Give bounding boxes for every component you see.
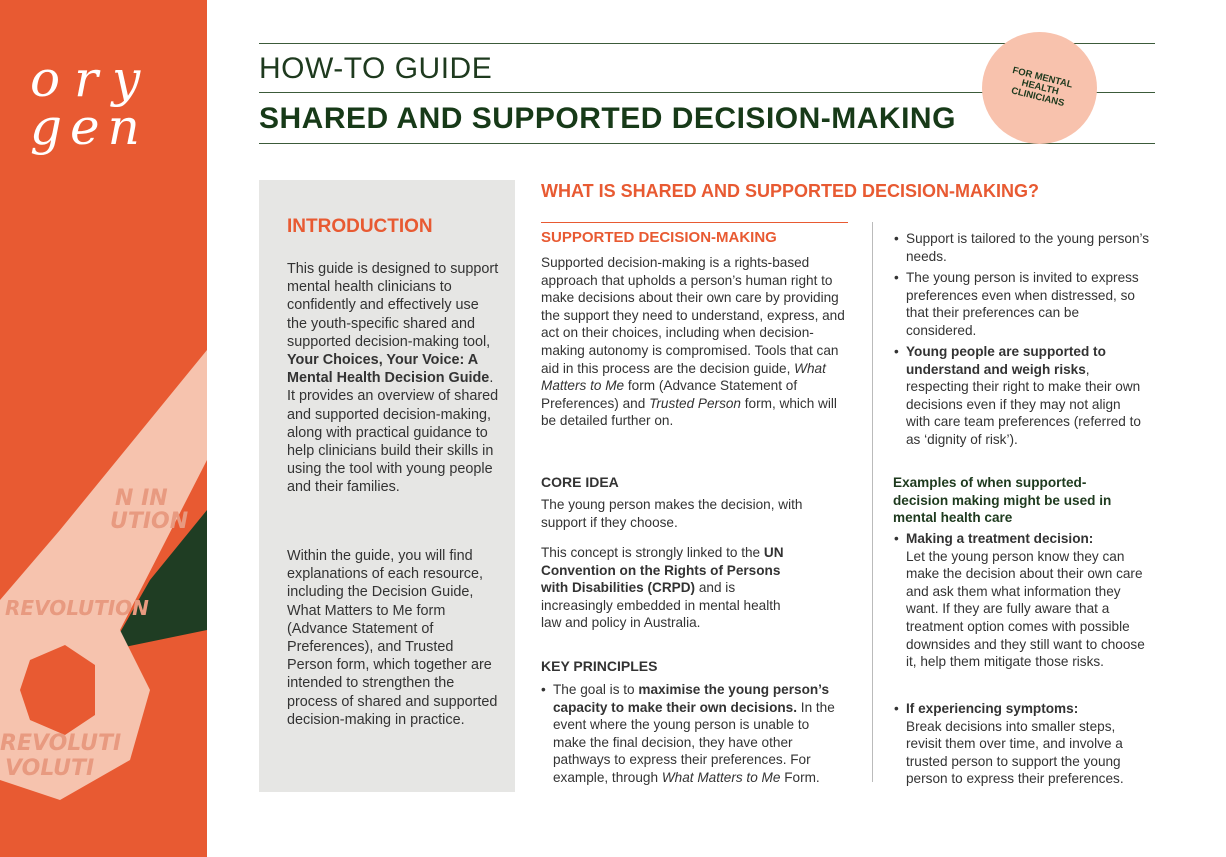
core-idea-paragraph: The young person makes the decision, with support if they choose.: [541, 497, 803, 530]
key-principles-heading: KEY PRINCIPLES: [541, 658, 658, 674]
orygen-logo: [30, 50, 155, 156]
introduction-heading: INTRODUCTION: [287, 216, 433, 237]
principle-bullet-1: • The goal is to maximise the young person’s capacity to make their own decisions. In the event where the young person is unable to make the final decision, they have other pathways to express their preferences. For example, through What Matters to Me Form.: [541, 681, 841, 787]
logo-line-1: ory: [30, 50, 155, 108]
decorative-illustration: [0, 330, 207, 857]
guide-kicker: HOW-TO GUIDE: [259, 52, 493, 85]
logo-line-2: gen: [30, 98, 148, 156]
crpd-paragraph: This concept is strongly linked to the UN Convention on the Rights of Persons with Disabilities (CRPD) and is increasingly embedded in mental health law and policy in Australia.: [541, 545, 784, 631]
deco-word-2: UTION: [110, 509, 189, 534]
example-treatment-decision: • Making a treatment decision: Let the young person know they can make the decision about their own care and ask them what information they want. If they are fully aware that a treatment option comes with possible downsides and they still want to choose it, help them mitigate those risks.: [894, 530, 1146, 671]
sdm-paragraph: Supported decision-making is a rights-based approach that upholds a person’s human right to make decisions about their own care by providing the support they need to understand, express, and act on their choices, including when decision-making autonomy is compromised. Tools that can aid in this process are the decision guide, What Matters to Me form (Advance Statement of Preferences) and Trusted Person form, which will be detailed further on.: [541, 255, 845, 429]
badge-text: FOR MENTAL HEALTH CLINICIANS: [1009, 65, 1074, 110]
section-heading: WHAT IS SHARED AND SUPPORTED DECISION-MAKING?: [541, 181, 1040, 201]
deco-word-1: N IN: [115, 486, 168, 511]
deco-word-4: REVOLUTI: [0, 731, 122, 756]
deco-word-5: VOLUTI: [5, 756, 95, 781]
sdm-heading: SUPPORTED DECISION-MAKING: [541, 229, 777, 246]
audience-badge: [982, 32, 1097, 144]
principle-bullet-2: • Support is tailored to the young person’s needs.: [894, 230, 1156, 265]
core-idea-heading: CORE IDEA: [541, 474, 619, 490]
column-divider: [872, 222, 873, 782]
principle-bullet-3: • The young person is invited to express preferences even when distressed, so that their preferences can be considered.: [894, 269, 1146, 339]
page-title: SHARED AND SUPPORTED DECISION-MAKING: [259, 102, 956, 135]
section-rule: [541, 222, 848, 223]
tool-name: Your Choices, Your Voice: A Mental Health Decision Guide: [287, 352, 490, 387]
introduction-paragraph-1: This guide is designed to support mental health clinicians to confidently and effectively use the youth-specific shared and supported decision-making tool, Your Choices, Your Voice: A Mental Health Decision Guide. It provides an overview of shared and supported decision-making, along with practical guidance to help clinicians build their skills in using the tool with young people and their families.: [287, 261, 499, 496]
header-rule-bottom: [259, 143, 1155, 144]
example-experiencing-symptoms: • If experiencing symptoms: Break decisions into smaller steps, revisit them over time, and involve a trusted person to support the young person to express their preferences.: [894, 700, 1151, 788]
deco-word-3: REVOLUTION: [5, 596, 149, 620]
principle-bullet-4: • Young people are supported to understand and weigh risks, respecting their right to make their own decisions even if they may not align with care team preferences (referred to as ‘dignity of risk’).: [894, 343, 1146, 449]
sidebar-brand-panel: [0, 0, 207, 857]
introduction-paragraph-2: Within the guide, you will find explanations of each resource, including the Decision Guide, What Matters to Me form (Advance Statement of Preferences), and Trusted Person form, which together are intended to strengthen the process of shared and supported decision-making in practice.: [287, 548, 498, 728]
examples-heading: Examples of when supported-decision making might be used in mental health care: [893, 475, 1112, 526]
